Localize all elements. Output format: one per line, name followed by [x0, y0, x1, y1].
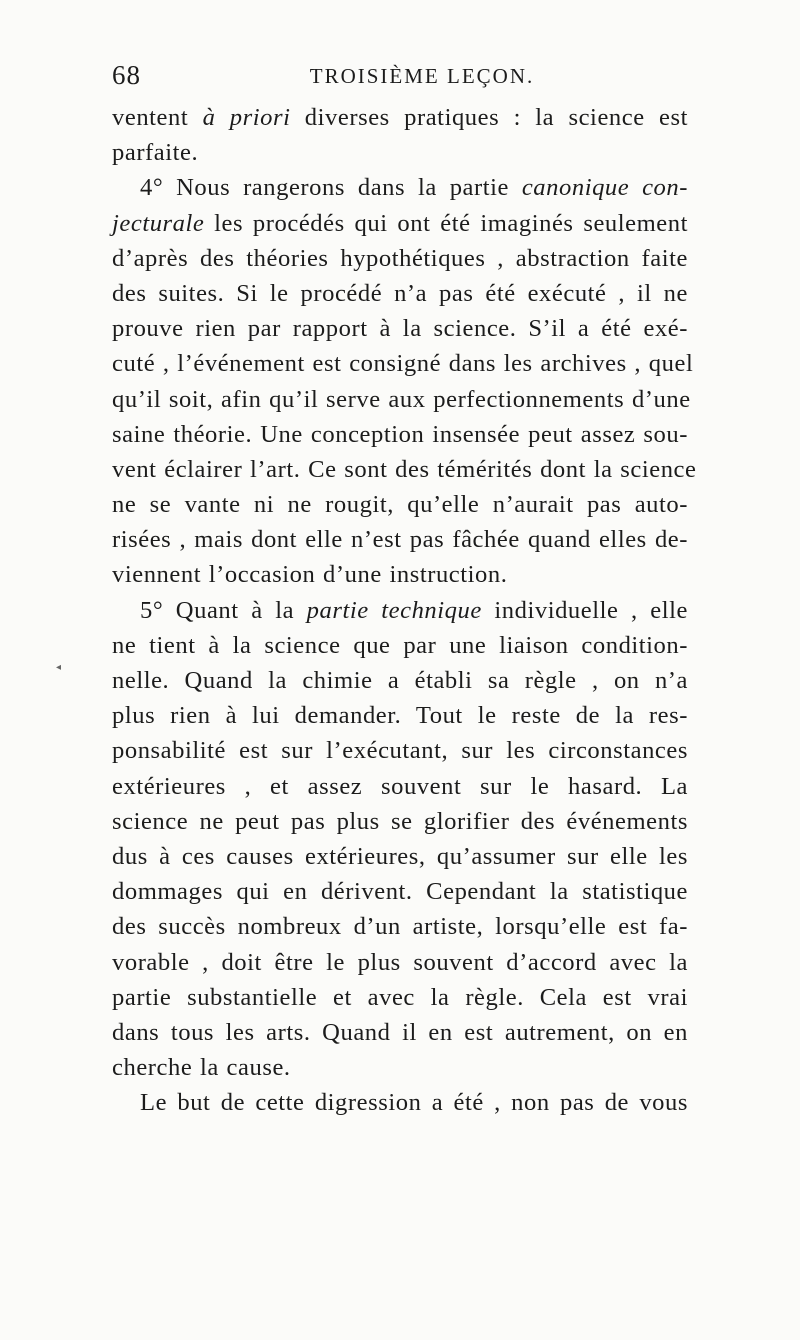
italic-phrase: à priori [202, 104, 291, 131]
text-line: dus à ces causes extérieures, qu’assumer sur elle les [112, 842, 688, 870]
text-line: qu’il soit, afin qu’il serve aux perfectionnements d’une [112, 385, 691, 413]
italic-phrase: jecturale [112, 209, 205, 237]
text-line: ne se vante ni ne rougit, qu’elle n’aurait pas auto- [112, 491, 688, 519]
text-line: des suites. Si le procédé n’a pas été exécuté , il ne [112, 279, 688, 307]
text-line: parfaite. [112, 139, 199, 167]
text-line: science ne peut pas plus se glorifier des événements [112, 807, 688, 835]
text-line: saine théorie. Une conception insensée peut assez sou- [112, 420, 688, 448]
text-line: Le but de cette digression a été , non pas de vous [140, 1089, 688, 1117]
text-line: partie substantielle et avec la règle. Cela est vrai [112, 983, 688, 1011]
text-line: plus rien à lui demander. Tout le reste de la res- [112, 702, 688, 730]
text-line: vent éclairer l’art. Ce sont des témérités dont la science [112, 455, 697, 483]
body-text [112, 100, 697, 1120]
text-line: jecturale les procédés qui ont été imaginés seulement [112, 209, 688, 237]
text-line: cuté , l’événement est consigné dans les archives , quel [112, 350, 694, 378]
text-line: extérieures , et assez souvent sur le hasard. La [112, 772, 688, 800]
page-header [112, 60, 676, 96]
text-line: risées , mais dont elle n’est pas fâchée quand elles de- [112, 526, 688, 554]
text-line: 5° Quant à la partie technique individuelle , elle [140, 596, 688, 624]
text-line: ponsabilité est sur l’exécutant, sur les circonstances [112, 737, 688, 765]
page-number: 68 [112, 60, 141, 90]
running-head: TROISIÈME LEÇON. [309, 64, 535, 88]
margin-mark: ◂ [56, 662, 62, 673]
text-line: dommages qui en dérivent. Cependant la statistique [112, 878, 688, 906]
italic-phrase: canonique con- [521, 174, 688, 202]
text-line: d’après des théories hypothétiques , abstraction faite [112, 244, 688, 272]
italic-phrase: partie technique [306, 596, 482, 624]
text-line: des succès nombreux d’un artiste, lorsqu’elle est fa- [112, 913, 688, 941]
text-line: viennent l’occasion d’une instruction. [112, 561, 508, 589]
text-line: ventent à priori diverses pratiques : la science est [112, 104, 688, 131]
text-line: dans tous les arts. Quand il en est autrement, on en [112, 1018, 688, 1046]
text-line: 4° Nous rangerons dans la partie canonique con- [140, 174, 688, 202]
text-line: cherche la cause. [112, 1054, 291, 1082]
text-line: prouve rien par rapport à la science. S’il a été exé- [112, 315, 688, 343]
text-line: vorable , doit être le plus souvent d’accord avec la [112, 948, 688, 976]
text-line: nelle. Quand la chimie a établi sa règle , on n’a [112, 667, 688, 694]
text-line: ne tient à la science que par une liaison condition- [112, 631, 688, 659]
